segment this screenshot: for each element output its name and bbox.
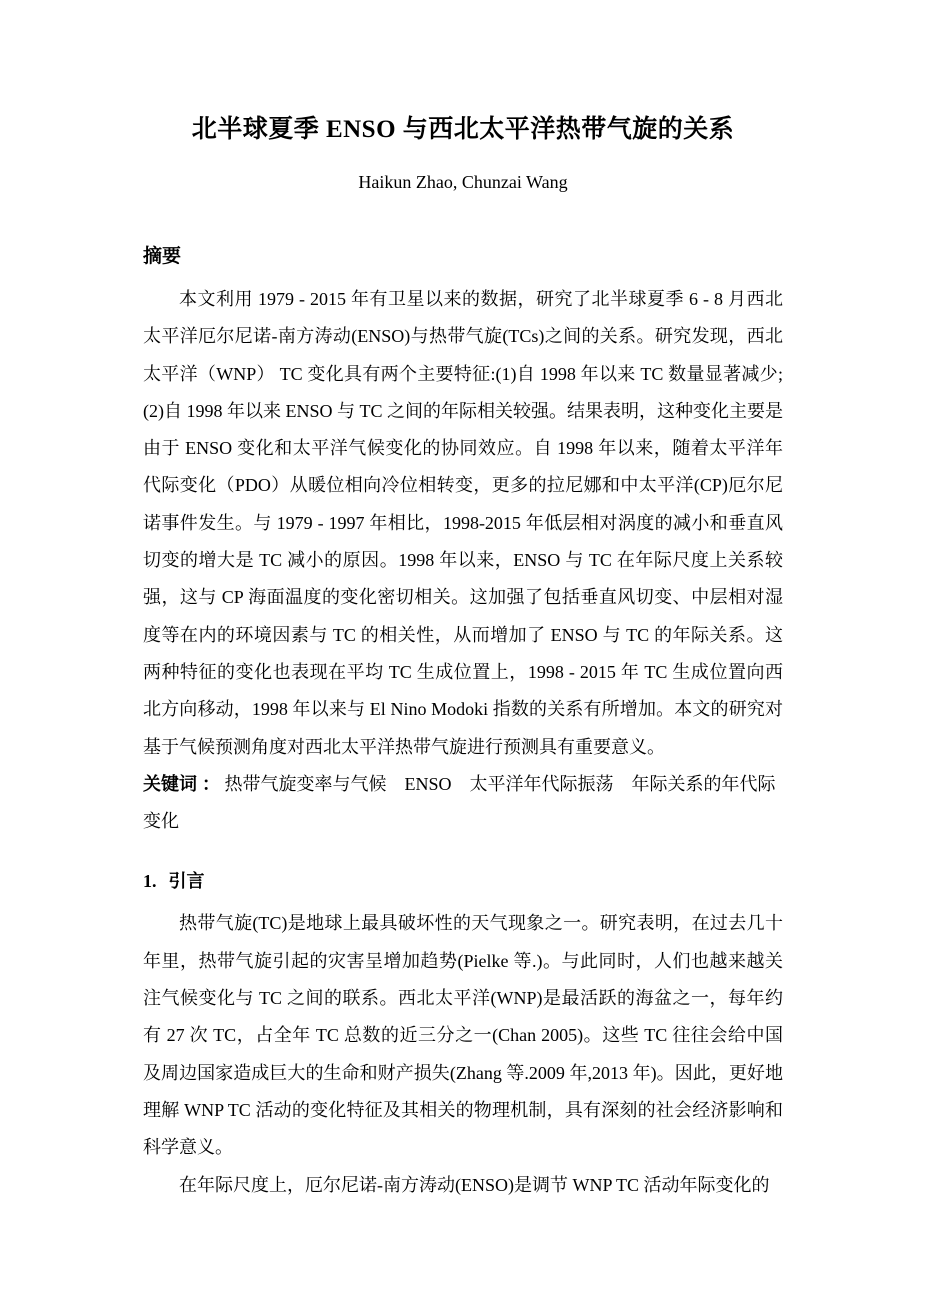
intro-paragraph-1: 热带气旋(TC)是地球上最具破坏性的天气现象之一。研究表明，在过去几十年里，热带气旋引起的灾害呈增加趋势(Pielke 等.)。与此同时，人们也越来越关注气候变化与 TC 之间的联系。西北太平洋(WNP)是最活跃的海盆之一，每年约有 27 次 TC，占全年 TC 总数的近三分之一(Chan 2005)。这些 TC 往往会给中国及周边国家造成巨大的生命和财产损失(Zhang 等.2009 年,2013 年)。因此，更好地理解 WNP TC 活动的变化特征及其相关的物理机制，具有深刻的社会经济影响和科学意义。 (143, 913, 783, 1158)
abstract-heading: 摘要 (143, 246, 182, 267)
keywords-label: 关键词 ： (143, 773, 221, 794)
authors-line: Haikun Zhao, Chunzai Wang (358, 172, 568, 192)
paper-title: 北半球夏季 ENSO 与西北太平洋热带气旋的关系 (191, 116, 735, 143)
section-1-number: 1. (143, 871, 157, 892)
abstract-paragraph: 本文利用 1979 - 2015 年有卫星以来的数据，研究了北半球夏季 6 - 8 月西北太平洋厄尔尼诺-南方涛动(ENSO)与热带气旋(TCs)之间的关系。研究发现，西北太平洋（WNP） TC 变化具有两个主要特征:(1)自 1998 年以来 TC 数量显著减少;(2)自 1998 年以来 ENSO 与 TC 之间的年际相关较强。结果表明，这种变化主要是由于 ENSO 变化和太平洋气候变化的协同效应。自 1998 年以来，随着太平洋年代际变化（PDO）从暖位相向冷位相转变，更多的拉尼娜和中太平洋(CP)厄尔尼诺事件发生。与 1979 - 1997 年相比，1998-2015 年低层相对涡度的减小和垂直风切变的增大是 TC 减小的原因。1998 年以来，ENSO 与 TC 在年际尺度上关系较强，这与 CP 海面温度的变化密切相关。这加强了包括垂直风切变、中层相对湿度等在内的环境因素与 TC 的相关性，从而增加了 ENSO 与 TC 的年际关系。这两种特征的变化也表现在平均 TC 生成位置上，1998 - 2015 年 TC 生成位置向西北方向移动，1998 年以来与 El Nino Modoki 指数的关系有所增加。本文的研究对基于气候预测角度对西北太平洋热带气旋进行预测具有重要意义。 (143, 289, 783, 757)
section-1-title: 引言 (168, 871, 205, 892)
keywords-line (143, 766, 783, 841)
keywords-text: 热带气旋变率与气候 ENSO 太平洋年代际振荡 年际关系的年代际变化 (143, 773, 776, 832)
section-1-heading (143, 868, 783, 894)
intro-paragraph-2: 在年际尺度上，厄尔尼诺-南方涛动(ENSO)是调节 WNP TC 活动年际变化的 (179, 1174, 770, 1195)
